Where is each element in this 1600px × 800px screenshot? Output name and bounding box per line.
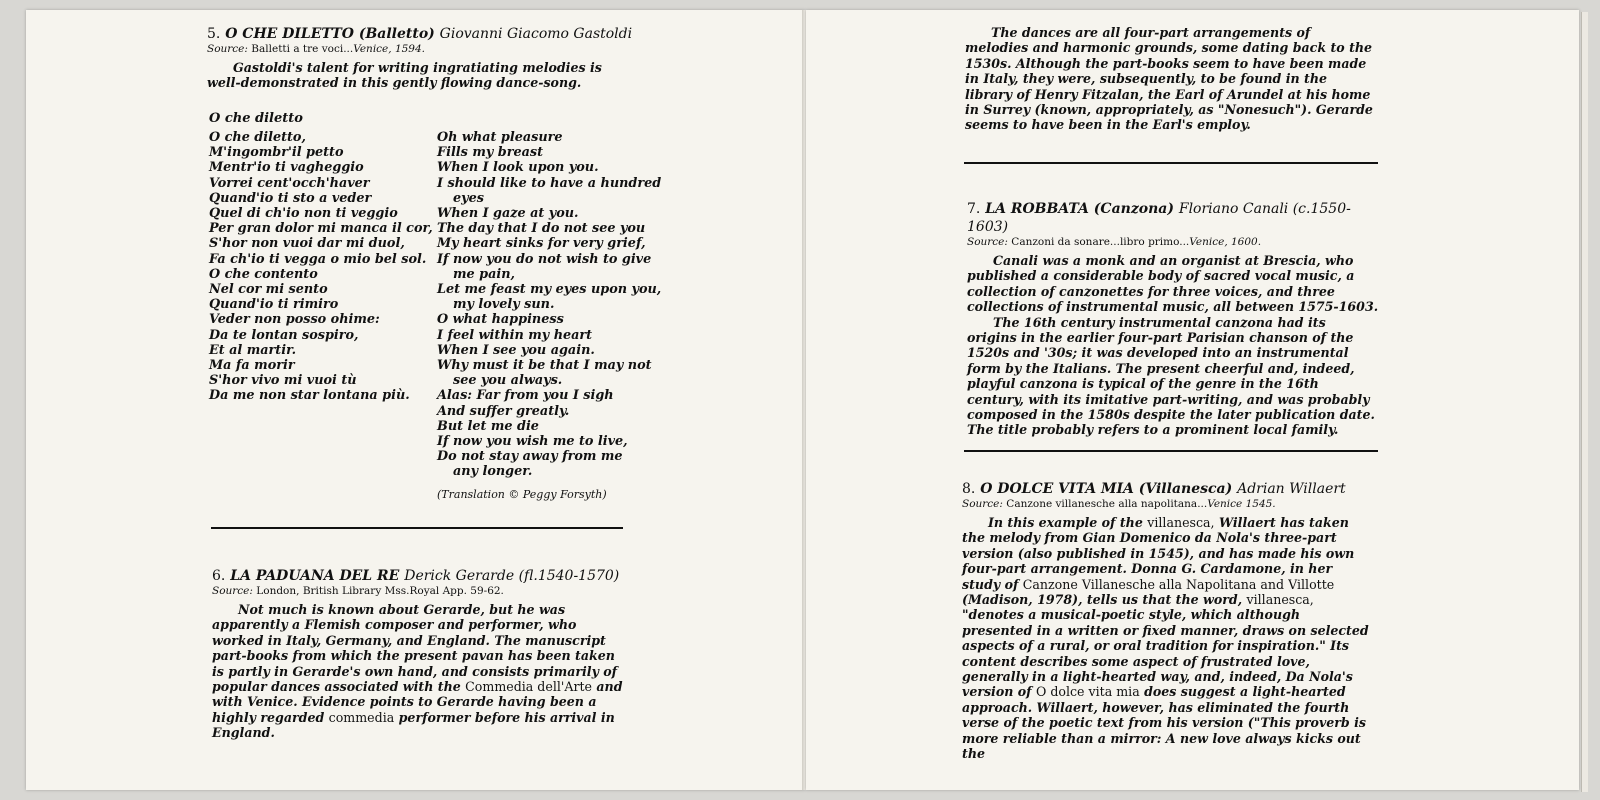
section-7-composer: Floriano Canali (c.1550-1603) — [967, 201, 1351, 235]
section-5-number: 5. — [207, 26, 221, 42]
poem-english-line: Alas: Far from you I sigh — [437, 388, 614, 404]
poem-italian-line: Ma fa morir — [209, 358, 295, 374]
poem-english-line: Oh what pleasure — [437, 130, 563, 145]
section-7 — [967, 200, 1382, 438]
section-7-title: LA ROBBATA (Canzona) — [985, 201, 1174, 217]
section-7-number: 7. — [967, 201, 981, 217]
poem-italian-line: S'hor vivo mi vuoi tù — [209, 373, 357, 389]
section-7-source-text: Canzoni da sonare...libro primo... — [1011, 236, 1190, 248]
poem-english-line: And suffer greatly. — [437, 403, 570, 419]
poem-english-line: Do not stay away from me — [437, 449, 623, 465]
section-7-source-label: Source: — [967, 236, 1008, 248]
section-7-source-place: Venice, 1600. — [1189, 236, 1262, 248]
poem-title: O che diletto — [209, 111, 303, 126]
section-8-number: 8. — [962, 481, 976, 497]
poem-english-line: me pain, — [453, 266, 515, 282]
section-5-source-place: Venice, 1594. — [353, 43, 426, 55]
poem-english-line: Let me feast my eyes upon you, — [437, 282, 662, 298]
poem-english-line: If now you do not wish to give — [437, 251, 652, 267]
section-5-header — [207, 25, 637, 91]
translation-credit: (Translation © Peggy Forsyth) — [437, 488, 607, 501]
section-5-source-text: Balletti a tre voci... — [251, 43, 354, 55]
section-8-source-place: Venice 1545. — [1207, 498, 1276, 510]
poem-english-line: any longer. — [453, 464, 533, 480]
poem-italian-line: O che diletto, — [209, 130, 306, 145]
section-5-composer: Giovanni Giacomo Gastoldi — [439, 26, 633, 42]
section-8 — [962, 480, 1378, 762]
poem-italian-line: M'ingombr'il petto — [209, 145, 344, 161]
poem-italian-line: Et al martir. — [209, 342, 297, 358]
poem-italian-line: Quand'io ti sto a veder — [209, 190, 372, 206]
section-5-source-label: Source: — [207, 43, 248, 55]
section-7-paragraph-2: The 16th century instrumental canzona had its origins in the earlier four-part Parisian chanson of the 1520s and '30s; it was developed into an instrumental form by the Italians. The present cheerful and, indeed, playful canzona is typical of the genre in the 16th century, with its imitative part-writing, and was probably composed in the 1580s despite the later publication date. The title probably refers to a prominent local family. — [967, 314, 1375, 438]
poem-english-line: But let me die — [437, 418, 539, 434]
poem-english-line: my lovely sun. — [453, 297, 555, 313]
section-6-title: LA PADUANA DEL RE — [230, 568, 400, 584]
poem-english-line: I should like to have a hundred — [437, 175, 662, 191]
poem-english-line: eyes — [453, 190, 484, 206]
poem-english-line: I feel within my heart — [437, 327, 593, 343]
section-divider — [211, 527, 623, 529]
section-8-title: O DOLCE VITA MIA (Villanesca) — [980, 481, 1233, 497]
poem-english-line: see you always. — [453, 373, 563, 389]
poem-italian-line: S'hor non vuoi dar mi duol, — [209, 236, 405, 252]
poem-english-line: When I look upon you. — [437, 160, 599, 176]
poem-italian-line: Da me non star lontana più. — [209, 388, 410, 404]
poem-italian-line: Per gran dolor mi manca il cor, — [209, 221, 433, 237]
section-6 — [212, 567, 632, 741]
poem-english-line: O what happiness — [437, 312, 564, 328]
section-6-source-label: Source: — [212, 585, 253, 597]
poem-english-line: If now you wish me to live, — [437, 434, 628, 450]
section-8-source-label: Source: — [962, 498, 1003, 510]
section-5-title: O CHE DILETTO (Balletto) — [225, 26, 435, 42]
poem-english — [437, 130, 662, 480]
section-6-source-text: London, British Library Mss.Royal App. 59-62. — [256, 585, 504, 597]
poem-italian — [209, 130, 434, 404]
poem-italian-line: Quel di ch'io non ti veggio — [209, 206, 398, 222]
poem-english-line: Fills my breast — [437, 145, 543, 161]
poem-italian-line: Mentr'io ti vagheggio — [209, 160, 364, 176]
page-edge — [1581, 12, 1588, 792]
section-5-intro: Gastoldi's talent for writing ingratiating melodies is well-demonstrated in this gently flowing dance-song. — [207, 60, 602, 91]
poem-italian-line: Vorrei cent'occh'haver — [209, 175, 370, 191]
poem-italian-line: Da te lontan sospiro, — [209, 327, 359, 343]
poem-english-line: My heart sinks for very grief, — [437, 236, 646, 252]
poem-english-line: When I see you again. — [437, 342, 595, 358]
section-8-composer: Adrian Willaert — [1237, 481, 1346, 497]
section-8-body: In this example of the villanesca, Willaert has taken the melody from Gian Domenico da Nola's three-part version (also published in 1545), and has made his own four-part arrangement. Donna G. Cardamone, in her study of Canzone Villanesche alla Napolitana and Villotte (Madison, 1978), tells us that the word, villanesca, "denotes a musical-poetic style, which although presented in a written or fixed manner, draws on selected aspects of a rural, or oral tradition for inspiration." Its content describes some aspect of frustrated love, generally in a light-hearted way, and, indeed, Da Nola's version of O dolce vita mia does suggest a light-hearted approach. Willaert, however, has eliminated the fourth verse of the poetic text from his version ("This proverb is more reliable than a mirror: A new love always kicks out the — [962, 515, 1369, 762]
section-6-number: 6. — [212, 568, 226, 584]
poem-english-line: When I gaze at you. — [437, 206, 579, 222]
section-6-body: Not much is known about Gerarde, but he was apparently a Flemish composer and performer, who worked in Italy, Germany, and England. The manuscript part-books from which the present pavan has been taken is partly in Gerarde's own hand, and consists primarily of popular dances associated with the Commedia dell'Arte and with Venice. Evidence points to Gerarde having been a highly regarded commedia performer before his arrival in England. — [212, 602, 623, 741]
continued-text: The dances are all four-part arrangements of melodies and harmonic grounds, some dating back to the 1530s. Although the part-books seem to have been made in Italy, they were, subsequently, to be found in the library of Henry Fitzalan, the Earl of Arundel at his home in Surrey (known, appropriately, as "Nonesuch"). Gerarde seems to have been in the Earl's employ. — [965, 25, 1373, 133]
poem-italian-line: Fa ch'io ti vegga o mio bel sol. — [209, 251, 427, 267]
section-7-paragraph-1: Canali was a monk and an organist at Brescia, who published a considerable body of sacred vocal music, a collection of canzonettes for three voices, and three collections of instrumental music, all between 1575-1603. — [967, 253, 1379, 315]
poem-english-line: Why must it be that I may not — [437, 358, 652, 374]
section-6-composer: Derick Gerarde (fl.1540-1570) — [404, 568, 620, 584]
poem-english-line: The day that I do not see you — [437, 221, 646, 237]
poem-italian-line: Veder non posso ohime: — [209, 312, 380, 328]
poem-italian-line: Quand'io ti rimiro — [209, 297, 339, 313]
section-divider — [964, 450, 1378, 452]
poem-italian-line: O che contento — [209, 266, 318, 282]
section-divider — [964, 162, 1378, 164]
poem-italian-line: Nel cor mi sento — [209, 282, 328, 298]
section-8-source-text: Canzone villanesche alla napolitana... — [1006, 498, 1208, 510]
